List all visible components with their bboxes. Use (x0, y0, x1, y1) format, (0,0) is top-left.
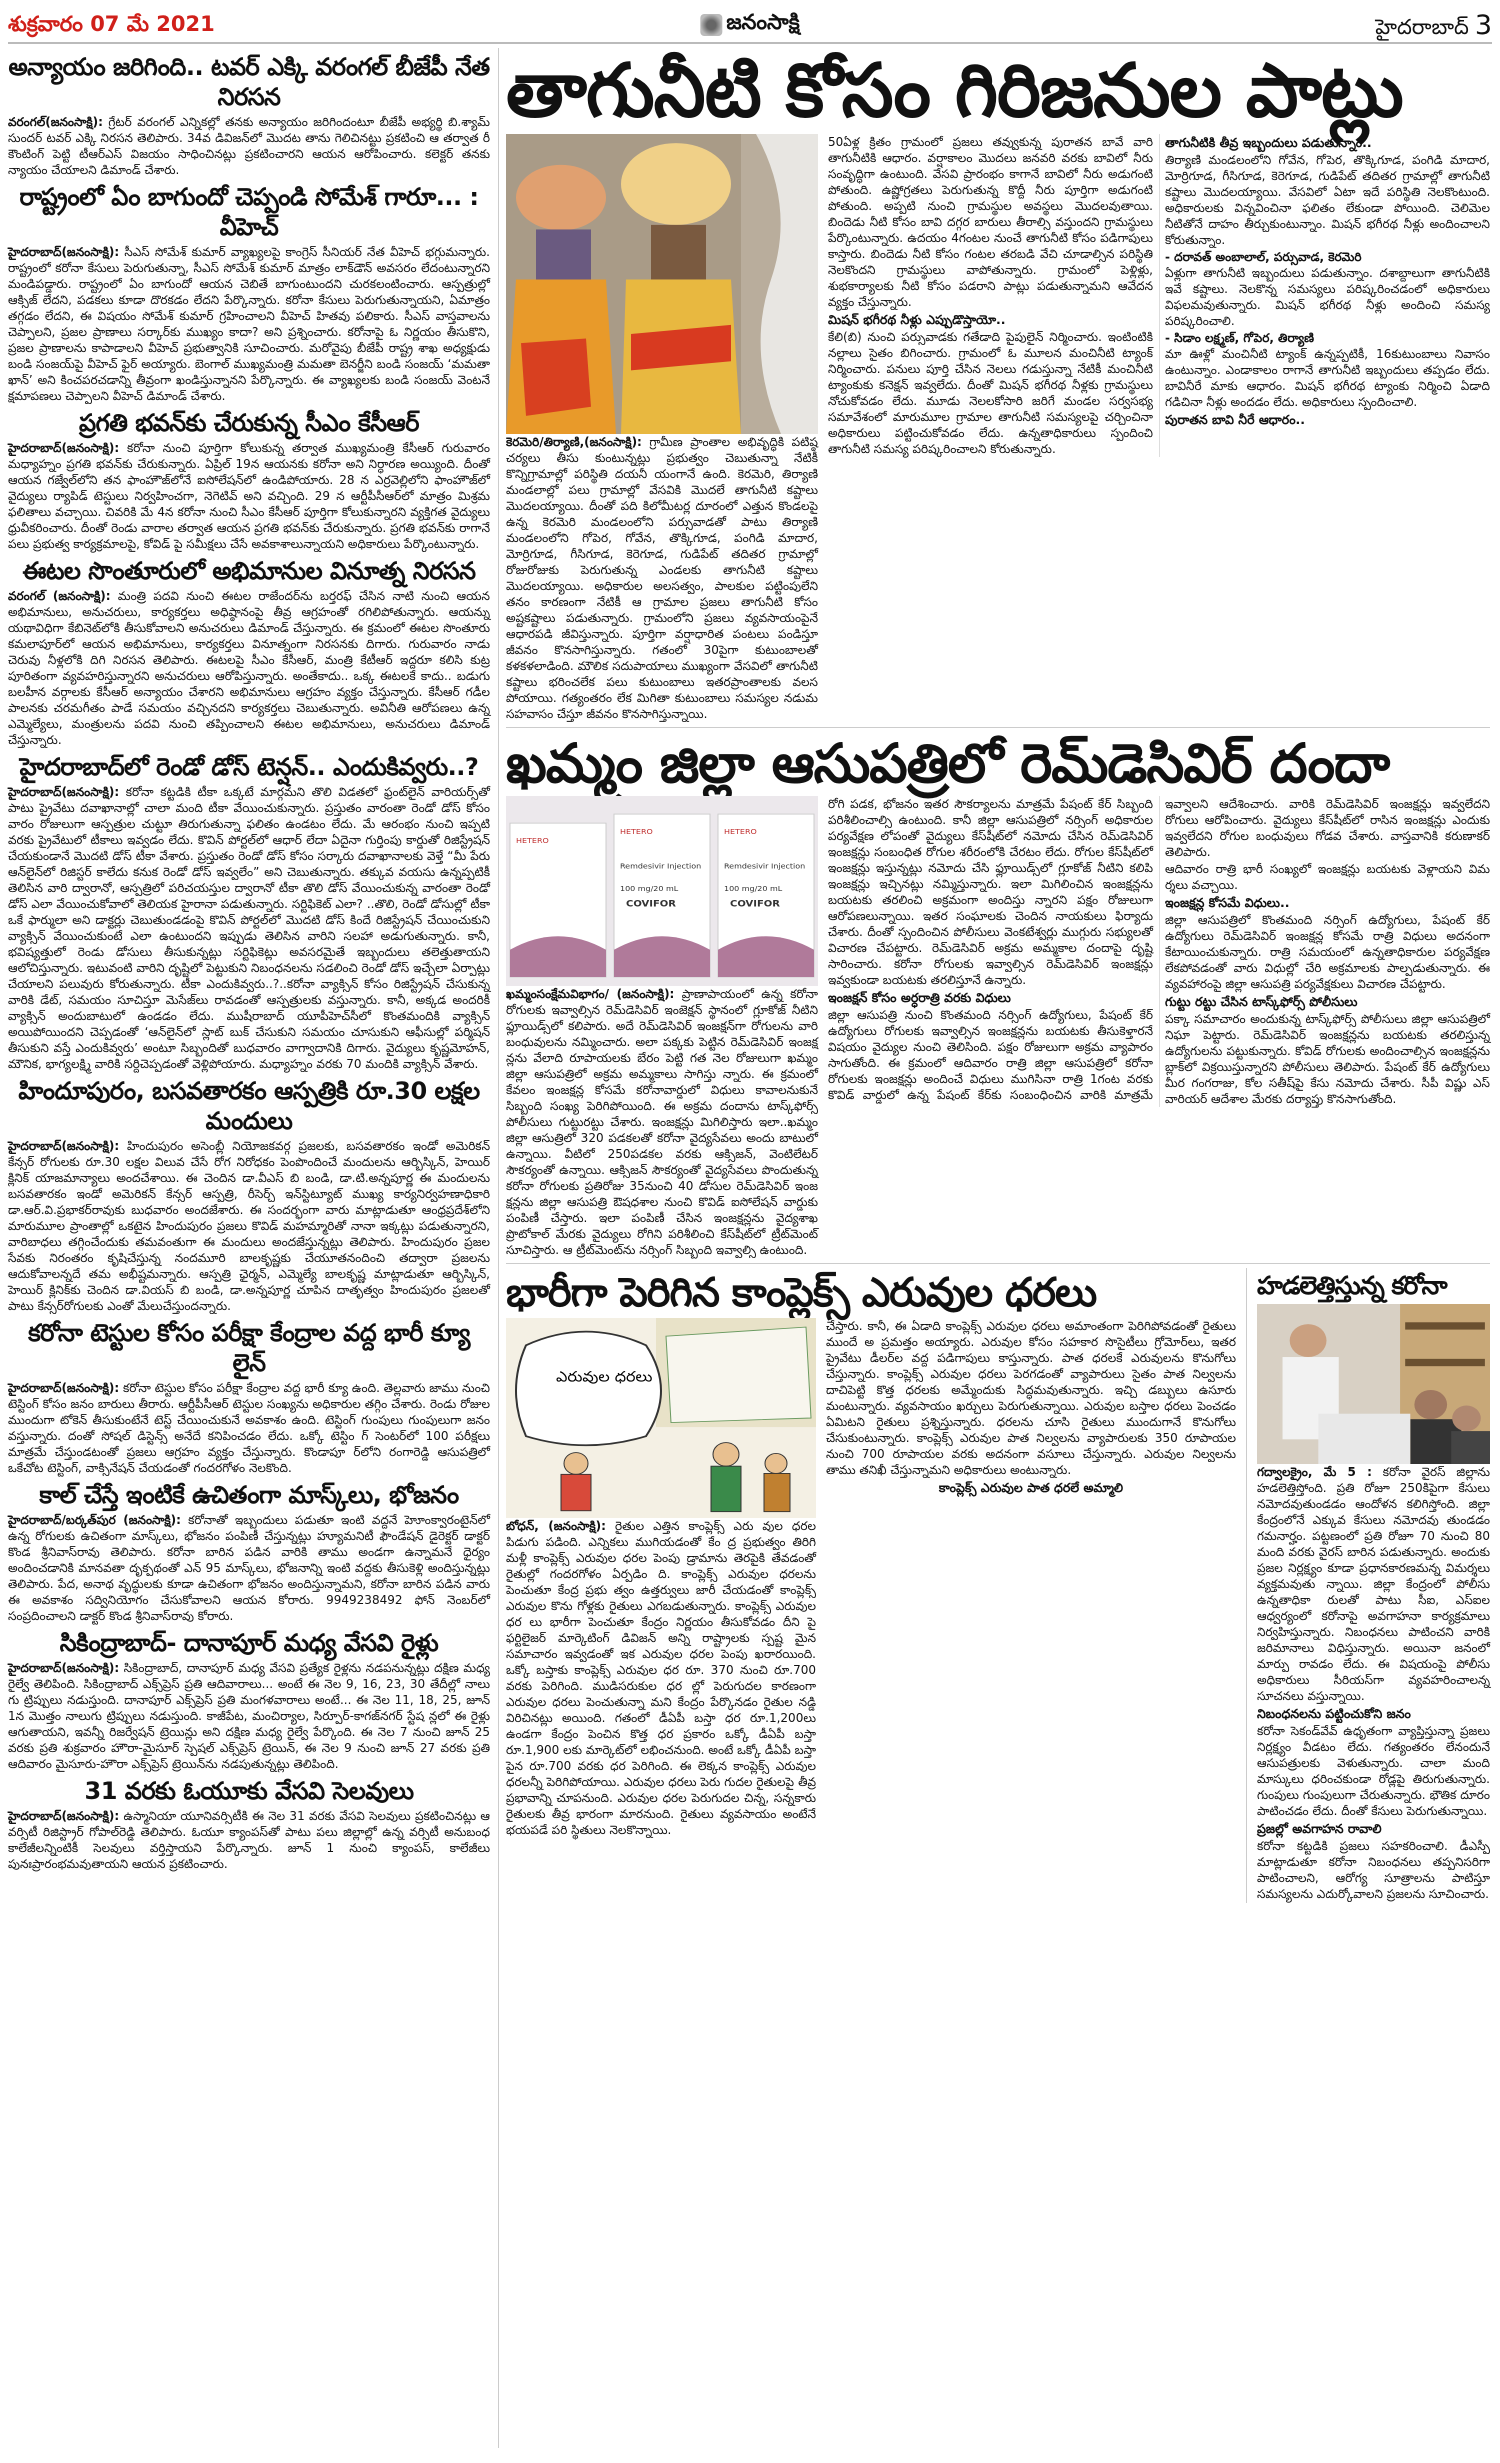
remdesivir-lead-text (506, 986, 818, 1258)
box-name-label: COVIFOR (730, 898, 780, 910)
article-body: ప్రాణాపాయంలో ఉన్న కరోనా రోగులకు ఇవ్వాల్సిన రెమ్‌డెసివిర్ ఇంజెక్షన్ స్థానంలో గ్లూకోజ్ నీటిని ఫ్లూయిడ్స్‌లో కలిపారు. అదే రెమ్‌డెసివిర్ ఇంజక్షన్‌గా రోగులను వారి బంధువులను నమ్మించారు. అలా పక్కకు పెట్టిన రెమ్‌డెసివిర్ ఇంజక్ష న్లను వేలాది రూపాయలకు బేరం పెట్టి గత నెల రోజులుగా ఖమ్మం జిల్లా ఆసుపత్రిలో అక్రమ అమ్మకాలు సాగిస్తు న్నారు. ఈ క్రమంలో కేవలం ఇంజక్షన్ల కోసమే కరోనావార్డులో విధులు కావాలనుకునే సిబ్బంది సంఖ్య పెరిగిపోయింది. ఈ అక్రమ దందాను టాస్క్‌ఫోర్స్ పోలీసులు గుట్టురట్టు చేశారు. ఇంజక్షన్లు మిగిలిస్తారు ఇలా..ఖమ్మం జిల్లా ఆసుత్రిలో 320 పడకలతో కరోనా వైద్యసేవలు అందు బాటులో ఉన్నాయి. వీటిలో 250పడకల వరకు ఆక్సిజన్, వెంటిలేటర్ సౌకర్యంతో ఉన్నాయి. ఆక్సిజన్ సౌకర్యంతో వైద్యసేవలు పొందుతున్న కరోనా రోగులకు ప్రతిరోజు 35నుంచి 40 డోసుల రెమ్‌డెసివిర్ ఇంజ క్షన్లను జిల్లా ఆసుపత్రి ఔషధశాల నుంచి కొవిడ్ ఐసోలేషన్ వార్డుకు పంపిణీ చేస్తారు. ఇలా పంపిణీ చేసిన ఇంజక్షన్లను వైద్యశాఖ ప్రొటోకాల్ మేరకు వైద్యులు రోగిని పరిశీలించి కేస్‌షీట్‌లో ట్రీట్‌మెంట్ సూచిస్తారు. ఆ ట్రీట్‌మెంట్‌ను నర్సింగ్ సిబ్బంది ఇవ్వాల్సి ఉంటుంది. (506, 987, 818, 1257)
corona-text (1257, 1464, 1490, 1902)
article-body: 50ఏళ్ల క్రితం గ్రామంలో ప్రజలు తవ్వుకున్న పురాతన బావే వారి తాగునీటికి ఆధారం. వర్షాకాలం మొదలు జనవరి వరకు బావిలో నీరు సంవృద్ధిగా ఉంటుంది. వేసవి ప్రారంభం కాగానే బావిలో నీరు అడుగంటి పోతుంది. ఉష్ణోగ్రతలు పెరుగుతున్న కొద్దీ నీరు పూర్తిగా అడుగంటి పోతుంది. అప్పటి నుంచి గ్రామస్థుల అవస్థలు మొదలవుతాయి. బిందెడు నీటి కోసం బావి దగ్గర బారులు తీరాల్సి వస్తుందని గ్రామస్థులు పేర్కొంటున్నారు. ఉదయం 4గంటల నుంచే తాగునీటి కోసం పడిగాపులు కాస్తారు. బిందెడు నీటి కోసం గంటల తరబడి వేచి చూడాల్సిన పరిస్థితి నెలకొందని గ్రామస్థులు వాపోతున్నారు. గ్రామంలో పెళ్లిళ్లు, శుభకార్యాలకు నీటి కోసం పడరాని పాట్లు పడుతున్నామని ఆవేదన వ్యక్తం చేస్తున్నారు. (828, 135, 1153, 309)
remdesivir-columns (828, 796, 1490, 1107)
corona-checkpoint-photo (1257, 1304, 1490, 1464)
article-body: ఆదివారం రాత్రి భారీ సంఖ్యలో ఇంజక్షన్లు బయటకు వెళ్లాయని విమ ర్శలు వచ్చాయి. (1165, 862, 1490, 892)
article-body: గ్రేటర్ వరంగల్ ఎన్నికల్లో తనకు అన్యాయం జరిగిందంటూ బీజేపీ అభ్యర్థి బి.శ్యామ్ సుందర్ టవర్ ఎక్కి నిరసన తెలిపారు. 34వ డివిజన్‌లో మొదట తాను గెలిచినట్టు ప్రకటించి ఆ తర్వాత రీ కౌంటింగ్ పెట్టి టీఆర్ఎస్ విజయం సాధించినట్లు ప్రకటించారని ఆయన ఆరోపించారు. కలెక్టర్ తనకు న్యాయం చేయాలని డిమాండ్ చేశారు. (8, 115, 490, 177)
news-article (8, 182, 490, 404)
article-body: కరోనా టెస్టుల కోసం పరీక్షా కేంద్రాల వద్ద భారీ క్యూ ఉంది. తెల్లవారు జాము నుంచి టెస్టింగ్ కోసం జనం బారులు తీరారు. ఆర్టీపీసీఆర్ టెస్టుల సంఖ్యను అధికారుల తగ్గిం చేశారు. రెండు రోజుల ముందుగా టోకెన్ తీసుకుంటేనే టెస్ట్ చేయించుకునే అవకాశం ఉంది. టెస్టింగ్ గుంపులు గుంపులుగా జనం వస్తున్నారు. దంతో సోషల్ డిస్టెన్స్ అనేదే కనిపించడం లేదు. ఒక్కో టెస్టిం గ్ సెంటర్‌లో 100 పరీక్షలు మాత్రమే చేస్తుండటంతో ప్రజలు ఆగ్రహం వ్యక్తం చేస్తున్నారు. కొండాపూ ర్‌లోని రంగారెడ్డి ఆసుపత్రిలో ఒకేచోట టెస్టింగ్, వాక్సినేషన్ చేయడంతో గందరగోళం నెలకొంది. (8, 1381, 490, 1475)
article-body: కరోనాతో ఇబ్బందులు పడుతూ ఇంటి వద్దనే హెూంక్వారంటైన్‌లో ఉన్న రోగులకు ఉచితంగా మాస్క్‌లు, భోజనం పంపిణీ చేస్తున్నట్లు హ్యూమనిటీ ఫౌండేషన్ డైరెక్టర్ డాక్టర్ కొండ శ్రీనివాస్‌రావు తెలిపారు. కరోనా బారిన పడిన వారికి తాము అండగా ఉన్నామనే ధైర్యం అందించడానికి మానవతా దృక్పథంతో ఎన్ 95 మాస్క్‌లు, భోజనాన్ని ఇంటి వద్దకు తీసుకెళ్లి అందిస్తున్నట్లు తెలిపారు. పేద, అనాథ వృద్ధులకు కూడా ఉచితంగా భోజనం అందిస్తున్నామని, కరోనా బారిన పడిన వారు ఈ అవకాశం సద్వినియోగం చేసుకోవాలని ఆయన కోరారు. 9949238492 ఫోన్ నెంబర్‌లో సంప్రదించాలని డాక్టర్ కొండ శ్రీనివాస్‌రావు కోరారు. (8, 1513, 490, 1623)
article-headline: సికింద్రాబాద్- దానాపూర్ మధ్య వేసవి రైళ్లు (59, 1629, 439, 1657)
article-text (8, 114, 490, 178)
section-divider (506, 727, 1490, 728)
article-body: తిర్యాణి మండలంలోని గోవేన, గోపెర, తొక్కిగూడ, పంగిడి మాదార, మోర్రిగూడ, గీసిగూడ, కెరెగూడ, గుడిపేట్ తదితర గ్రామాల్లో తాగునీటి కష్టాలు మొదలయ్యాయి. వేసవిలో ఏటా ఇదే పరిస్థితి నెలకొంటుంది. అధికారులకు విన్నవించినా ఫలితం లేకుండా పోయింది. చెలిమెల నీటితోనే దాహం తీర్చుకుంటున్నాం. మిషన్ భగీరథ నీళ్లు అందించాలని కోరుతున్నాం. (1165, 153, 1490, 247)
logo-text: జనంసాక్షి (726, 10, 800, 34)
news-article (8, 1318, 490, 1476)
article-body: కరోనా కట్టడికి టీకా ఒక్కటే మార్గమని తొలి విడతలో ఫ్రంట్‌లైన్ వారియర్స్‌తో పాటు ప్రైవేటు దవాఖానాల్లో చాలా మంది టీకా వేయించుకున్నారు. ప్రస్తుతం వారంతా రెండో డోస్ కోసం వారం రోజులుగా ఆస్పత్రుల చుట్టూ తిరుగుతున్నా ఫలితం ఉండటం లేదు. మే ఆరంభం నుంచి ఇప్పటి వరకు ప్రైవేటులో టీకాలు ఇవ్వడం లేదు. కొవిన్ పోర్టల్‌లో ఆధార్ లేదా ఏదైనా గుర్తింపు కార్డుతో రిజిస్ట్రేషన్ చేయకుండానే మొదటి డోస్ టీకా వేశారు. ప్రస్తుతం రెండో డోస్ కోసం సర్కారు దవాఖానాలకు వెళ్తే “మీ పేరు ఆన్‌లైన్‌లో రిజిస్టర్ కాలేదు కనుక రెండో డోస్ ఇవ్వలేం” అని చెబుతున్నారు. తక్కువ వయసు ఉన్నప్పటికీ తెలిసిన వారి ద్వారానో, ఆస్పత్రిలో పరిచయస్తుల ద్వారానో టీకా తొలి డోస్ వేయించుకున్న వారంతా రెండో డోస్ ఎలా వేయించుకోవాలో తెలియక హైరానా పడుతున్నారు. సర్టిఫికెట్ ఎలా? ..తొలి, రెండో డోసుల్లో టీకా ఒకే ఫార్ములా అని డాక్టర్లు చెబుతుండడంపై కొవిన్ పోర్టల్‌లో మొదటి డోస్ కిందే రిజిస్ట్రేషన్ చేయించుకుని వ్యాక్సిన్ వేయించుకుంటే ఎలా ఉంటుందని ఇప్పుడు తెలిసిన వారిని సలహా అడుగుతున్నారు. కానీ, భవిష్యత్తులో రెండు డోసులు తీసుకున్నట్లు సర్టిఫికెట్లు అవసరమైతే ఇబ్బందులు తలెత్తుతాయని ఆలోచిస్తున్నారు. ఇటువంటి వారిని దృష్టిలో పెట్టుకుని నిబంధనలను సడలించి రెండో డోస్ ఇచ్చేలా ఏర్పాట్లు చేయాలని పలువురు కోరుతున్నారు. టీకా ఎందుకివ్వరు..?..కరోనా వ్యాక్సిన్ కోసం రిజిస్ట్రేషన్ చేసుకున్న వారికి డేట్, సమయం సూచిస్తూ మెసేజ్‌లు రావడంతో ఆస్పత్రులకు వస్తున్నారు. కానీ, అక్కడ అందరికీ వ్యాక్సిన్ అందుబాటులో ఉండడం లేదు. ముషీరాబాద్ యూపీహెచ్‌సీలో కొంతమందికి వ్యాక్సిన్ అయిపోయిందని చెప్పడంతో ‘ఆన్‌లైన్‌లో స్లాట్ బుక్ చేసుకుని సమయం చూసుకుని ఆఫీసుల్లో పర్మిషన్ తీసుకుని వస్తే ఎందుకివ్వరు’ అంటూ సిబ్బందితో బుధవారం వాగ్వాదానికి దిగారు. వైద్యులు కృష్ణమోహన్, మౌనిక, భాగ్యలక్ష్మి వారికి సర్దిచెప్పడంతో వెళ్లిపోయారు. మధ్యాహ్నం వరకు 70 మందికి వ్యాక్సిన్ వేశారు. (8, 785, 490, 1071)
news-article (8, 52, 490, 178)
article-headline: రాష్ట్రంలో ఏం బాగుందో చెప్పండి సోమేశ్ గారూ... : వీహెచ్ (19, 183, 479, 241)
lead-headline: తాగునీటి కోసం గిరిజనుల పాట్లు (506, 48, 1403, 134)
dateline: గద్వాలక్రైం, మే 5 : (1257, 1465, 1372, 1479)
quote-attribution: - సిడాం లక్ష్మణ్, గోపెర, తిర్యాణి (1165, 331, 1315, 345)
page-number: 3 (1474, 10, 1492, 41)
article-body: చేస్తారు. కానీ, ఈ ఏడాది కాంప్లెక్స్ ఎరువుల ధరలు అమాంతంగా పెరిగిపోవడంతో రైతులు ముందే అ ప్రమత్తం అయ్యారు. ఎరువుల కోసం సహకార సొసైటీలు గ్రోమోర్‌లు, ఇతర ప్రైవేటు డీలర్‌ల వద్ద పడిగాపులు కాస్తున్నారు. పాత ధరలకే ఎరువులను కొనుగోలు చేస్తున్నారు. కాంప్లెక్స్ ఎరువుల ధరలు పెరగడంతో వ్యాపారులు సైతం పాత నిల్వలను దాచిపెట్టి కొత్త ధరలకు అమ్మేందుకు సిద్ధమవుతున్నారు. ఇచ్చి డబ్బులు ఉసూరు మంటున్నారు. వ్యవసాయం ఖర్చులు పెరుగుతున్నాయి. ఎరువుల బస్తాల ధరలు పెంచడం ఏమిటని రైతులు ప్రశ్నిస్తున్నారు. ధరలను చూసి రైతులు ముందుగానే కొనుగోలు చేసుకుంటున్నారు. కాంప్లెక్స్ ఎరువుల పాత నిల్వలను వ్యాపారులకు 350 రూపాయల నుంచి 700 రూపాయల వరకు అదనంగా వసూలు చేస్తున్నారు. ఎరువుల నిల్వలను తాము తనిఖీ చేస్తున్నామని అధికారులు అంటున్నారు. (826, 1319, 1236, 1477)
news-article (8, 752, 490, 1072)
article-headline: హిందూపురం, బసవతారకం ఆస్పత్రికి రూ.30 లక్షల మందులు (18, 1077, 480, 1135)
water-story-left (506, 134, 818, 723)
newspaper-logo (700, 10, 799, 40)
cartoon-sack-label: ఎరువుల ధరలు (556, 1368, 653, 1386)
dateline: హైదరాబాద్(జనంసాక్షి): (8, 441, 120, 455)
article-body: మా ఊళ్లో మంచినీటి ట్యాంక్ ఉన్నప్పటికీ, 16కుటుంబాలు నివాసం ఉంటున్నాం. ఎండాకాలం రాగానే తాగునీటి ఇబ్బందులు తప్పడం లేదు. బావినీరే మాకు ఆధారం. మిషన్ భగీరథ ట్యాంకు నిర్మించి ఏడాది గడిచినా నీళ్లు అందడం లేదు. అధికారులు స్పందించాలి. (1165, 347, 1490, 409)
box-dose-label: 100 mg/20 mL (724, 884, 783, 893)
subheading: తాగునీటికి తీవ్ర ఇబ్బందులు పడుతున్నాం.. (1165, 135, 1372, 150)
article-headline: ఈటల సొంతూరులో అభిమానుల వినూత్న నిరసన (22, 557, 476, 585)
dateline: ఖమ్మంసంక్షేమవిభాగం/ (జనంసాక్షి): (506, 987, 675, 1001)
article-body: జిల్లా ఆసుపత్రి నుంచి కొంతమంది నర్సింగ్ ఉద్యోగులు, పేషంట్ కేర్ ఉద్యోగులు రోగులకు ఇవ్వాల్సిన ఇంజక్షన్లను బయటకు తీసుకెళ్తారనే విషయం వైద్యుల నుంచి తెలిసింది. పక్షం రోజులుగా అక్రమ వ్యాపారం సాగుతోంది. ఈ క్రమంలో ఆదివారం రాత్రి జిల్లా ఆసుపత్రిలో కరోనా రోగులకు ఇంజక్షన్లు అందించే విధులు ముగిసినా రాత్రి 1గంట వరకు కొవిడ్ వార్డులో ఉన్న పేషంట్ కేర్‌కు సంబంధించిన వారికి మాత్రమే ఇవ్వాలని ఆదేశించారు. వారికి రెమ్‌డెసివిర్ ఇంజక్షన్లు ఇవ్వలేదని రోగులు ఆరోపించారు. వైద్యులు కేస్‌షీట్‌లో రాసిన ఇంజక్షన్లు ఎందుకు ఇవ్వలేదని రోగుల బంధువులు గోడవ చేశారు. వాస్తవానికి కరుణాకర్ తెలిపారు. (828, 797, 1490, 1102)
article-text (8, 244, 490, 404)
subheading: మిషన్‌ భగీరథ నీళ్లు ఎప్పుడొస్తాయో.. (828, 312, 1006, 327)
article-body: పక్కా సమాచారం అందుకున్న టాస్క్‌ఫోర్స్ పోలీసులు జిల్లా ఆసుపత్రిలో నిఘా పెట్టారు. రెమ్‌డెసివిర్ ఇంజక్షన్లను బయటకు తరలిస్తున్న ఉద్యోగులను పట్టుకున్నారు. కోవిడ్ రోగులకు అందించాల్సిన ఇంజక్షన్లను బ్లాక్‌లో విక్రయిస్తున్నారని పోలీసులు తెలిపారు. పేషంట్ కేర్ ఉద్యోగులు మీర గంగరాజు, కోల సతీష్‌పై కేసు నమోదు చేశారు. సీపీ విష్ణు ఎస్ వారియర్ ఆదేశాల మేరకు దర్యాప్తు కొనసాగుతోంది. (1165, 1012, 1490, 1106)
left-column (8, 48, 490, 1872)
article-text (8, 1512, 490, 1624)
box-drug-label: Remdesivir Injection (724, 861, 806, 871)
news-article (8, 1628, 490, 1772)
masthead (8, 8, 1492, 44)
fertilizer-headline: భారీగా పెరిగిన కాంప్లెక్స్ ఎరువుల ధరలు (506, 1270, 1097, 1316)
article-body: కరోనా నుంచి పూర్తిగా కోలుకున్న తర్వాత ముఖ్యమంత్రి కేసీఆర్ గురువారం మధ్యాహ్నం ప్రగతి భవన్‌కు చేరుకున్నారు. ఏప్రిల్ 19న ఆయనకు కరోనా అని నిర్ధారణ అయ్యింది. దీంతో ఆయన గజ్వేల్‌లోని తన ఫాంహౌజ్‌లోనే ఐసోలేషన్‌లో ఉండిపోయారు. 28 న ఎర్రవెల్లిలోని ఫాంహౌజ్‌లో వైద్యులు ర్యాపిడ్ టెస్టులు నిర్వహించగా, నెగెటివ్ అని వచ్చింది. 29 న ఆర్టీపీసీఆర్‌లో మాత్రం మిశ్రమ ఫలితాలు వచ్చాయి. చివరికి మే 4న కరోనా నుంచి సీఎం కేసీఆర్ పూర్తిగా కోలుకున్నారని వ్యక్తిగత వైద్యులు ధ్రువీకరించారు. దీంతో రెండు వారాల తర్వాత ఆయన ప్రగతి భవన్‌కు చేరుకున్నారు. ప్రగతి భవన్‌కు రాగానే పలు ప్రభుత్వ కార్యక్రమాలపై, కోవిడ్ పై సమీక్షలు చేసే అవకాశాలున్నాయని అధికారులు పేర్కొంటున్నారు. (8, 441, 490, 551)
column-divider (1246, 1268, 1247, 1903)
fertilizer-lead-text (506, 1518, 816, 1838)
dateline: వరంగల్(జనంసాక్షి): (8, 115, 103, 129)
article-text (8, 1380, 490, 1476)
dateline: హైదరాబాద్/బర్కత్‌పుర (జనంసాక్షి): (8, 1513, 181, 1527)
water-pots-photo (506, 134, 818, 434)
subheading: నిబంధనలను పట్టించుకోని జనం (1257, 1706, 1411, 1721)
section-divider (506, 1263, 1490, 1264)
issue-date: శుక్రవారం 07 మే 2021 (8, 12, 215, 36)
article-text (8, 1660, 490, 1772)
news-article (8, 408, 490, 552)
remdesivir-headline: ఖమ్మం జిల్లా ఆసుపత్రిలో రెమ్‌డెసివిర్ దందా (506, 732, 1390, 795)
column-divider (498, 48, 499, 2448)
article-body: గ్రామీణ ప్రాంతాల అభివృద్ధికి పటిష్ఠ చర్యలు తీసు కుంటున్నట్లు ప్రభుత్వం చెబుతున్నా నేటికీ కొన్నిగ్రామాల్లో పరిస్థితి దయనీ యంగానే ఉంది. కెరమెరి, తిర్యాణి మండలాల్లో పలు గ్రామాల్లో వేసవికి మొదలే తాగునీటి కష్టాలు మొదలయ్యాయి. దీంతో పది కిలోమీటర్ల దూరంలో ఎత్తున కొండలపై ఉన్న కెరమెరి మండలంలోని పర్సువాడతో పాటు తిర్యాణి మండలంలోని గోపెర, గోవేన, తొక్కిగూడ, పంగిడి మాదార, మోర్రిగూడ, గీసిగూడ, కెరెగూడ, గుడిపేట్ తదితర గ్రామాల్లో రోజురోజుకు పెరుగుతున్న ఎండలకు తాగునీటి కష్టాలు మొదలయ్యాయి. అధికారుల అలసత్వం, పాలకుల పట్టింపులేని తనం కారణంగా నేటికీ ఆ గ్రామాల ప్రజలు తాగునీటి కోసం అష్టకష్టాలు పడుతున్నారు. గ్రామంలోని ప్రజలు వ్యవసాయంపైనే ఆధారపడి జీవిస్తున్నారు. పూర్తిగా వర్షాధారిత పంటలు పండిస్తూ జీవనం కొనసాగిస్తున్నారు. గతంలో 30పైగా కుటుంబాలతో కళకళలాడింది. మౌలిక సదుపాయాలు ముఖ్యంగా వేసవిలో తాగునీటి కష్టాలు భరించలేక పలు కుటుంబాలు ఇతరప్రాంతాలకు వలస పోయాయి. గత్యంతరం లేక మిగితా కుటుంబాలు సమస్యల నడుమ సహవాసం చేస్తూ జీవనం కొనసాగిస్తున్నాయి. (506, 435, 818, 721)
article-body: కరోనా సెకండ్‌వేవ్ ఉధృతంగా వ్యాప్తిస్తున్నా ప్రజలు నిర్లక్ష్యం వీడటం లేదు. గత్యంతరం లేనందునే ఆసుపత్రులకు వెళుతున్నారు. చాలా మంది మాస్కులు ధరించకుండా రోడ్లపై తిరుగుతున్నారు. గుంపులు గుంపులుగా చేరుతున్నారు. భౌతిక దూరం పాటించడం లేదు. దీంతో కేసులు పెరుగుతున్నాయి. (1257, 1724, 1490, 1818)
article-headline: హైదరాబాద్‌లో రెండో డోస్ టెన్షన్.. ఎందుకివ్వరు..? (19, 753, 479, 781)
edition-name: హైదరాబాద్ (1375, 15, 1469, 39)
dateline: హైదరాబాద్(జనంసాక్షి): (8, 785, 120, 799)
dateline: హైదరాబాద్(జనంసాక్షి): (8, 1381, 120, 1395)
subheading: పురాతన బావి నీరే ఆధారం.. (1165, 412, 1306, 427)
article-headline: కాల్ చేస్తే ఇంటికే ఉచితంగా మాస్క్‌లు, భోజనం (39, 1481, 459, 1509)
article-text (8, 588, 490, 748)
article-body: కేలి(బి) నుంచి పర్సువాడకు గతేడాది పైపులైన్ నిర్మించారు. ఇంటింటికి నల్లాలు సైతం బిగించారు. గ్రామంలో ఓ మూలన మంచినీటి ట్యాంక్ నిర్మించారు. పనులు పూర్తి చేసిన నెలలు గడుస్తున్నా నేటికీ మంచినీటి ట్యాంకుకు కనెక్షన్ ఇవ్వలేదు. దీంతో మిషన్ భగీరథ నీళ్లకు గ్రామస్థులు నోచుకోవడం లేదు. మూడు నెలలకోసారి జరిగే మండల సర్వసభ్య సమావేశంలో మారుమూల గ్రామాల తాగునీటి సమస్యలపై చర్చించినా అధికారులు పట్టించుకోవడం లేదు. ఉన్నతాధికారులు స్పందించి తాగునీటి సమస్య పరిష్కరించాలని కోరుతున్నారు. (828, 330, 1153, 456)
article-body: మంత్రి పదవి నుంచి ఈటల రాజేందర్‌ను బర్తరఫ్ చేసిన నాటి నుంచి ఆయన అభిమానులు, అనుచరులు, కార్యకర్తలు అధిష్ఠానంపై తీవ్ర ఆగ్రహంతో రగిలిపోతున్నారు. ఆయన్ను యథావిధిగా కేబినెట్‌లోకి తీసుకోవాలని అనుచరులు డిమాండ్ చేస్తున్నారు. ఈ క్రమంలో ఈటల సొంతూరు కమలాపూర్‌లో ఆయన అభిమానులు, కార్యకర్తలు వినూత్నంగా నిరసనకు దిగారు. గురువారం నాడు చెరువు నీళ్లలోకి దిగి నిరసన తెలిపారు. ఈటలపై సీఎం కేసీఆర్, మంత్రి కేటీఆర్ ఇద్దరూ కలిసి కుట్ర పూరితంగా వ్యవహరిస్తున్నారని అనుచరులు ఆరోపిస్తున్నారు. అంతేకాదు.. ఒక్క ఈటలకే కాదు.. బడుగు బలహీన వర్గాలకు కేసీఆర్ అన్యాయం చేశారని అభిమానులు ఆగ్రహం వ్యక్తం చేస్తున్నారు. కేసీఆర్ గడీల పాలనకు చరమగీతం పాడే సమయం వచ్చినదని కార్యకర్తలు చెబుతున్నారు. అవినీతి ఆరోపణలు ఉన్న ఎమ్మెల్యేలు, మంత్రులను పదవి నుంచి తప్పించాలని ఈటల అభిమానులు, అనుచరులు డిమాండ్ చేస్తున్నారు. (8, 589, 490, 747)
box-brand-label: HETERO (516, 836, 549, 845)
article-body: ఉస్మానియా యూనివర్సిటీకి ఈ నెల 31 వరకు వేసవి సెలవులు ప్రకటించినట్లు ఆ వర్సిటీ రిజిస్ట్రార్ గోపాల్‌రెడ్డి తెలిపారు. ఓయూ క్యాంపస్‌తో పాటు పలు జిల్లాల్లో ఉన్న వర్సిటీ అనుబంధ కాలేజీలన్నింటికీ సెలవులు వర్తిస్తాయని పేర్కొన్నారు. జూన్ 1 నుంచి క్యాంపస్, కాలేజీలు పునఃప్రారంభమవుతాయని ఆయన ప్రకటించారు. (8, 1809, 490, 1871)
news-article (8, 1480, 490, 1624)
article-body: సికింద్రాబాద్, దానాపూర్ మధ్య వేసవి ప్రత్యేక రైళ్లను నడపనున్నట్లు దక్షిణ మధ్య రైల్వే తెలిపింది. సికింద్రాబాద్ ఎక్స్‌ప్రెస్ ప్రతి ఆదివారాలు... అంటే ఈ నెల 9, 16, 23, 30 తేదీల్లో నాలు గు ట్రిప్పులు నడుస్తుంది. దానాపూర్ ఎక్స్‌ప్రెస్ ప్రతి మంగళవారాలు అంటే... ఈ నెల 11, 18, 25, జూన్ 1న మొత్తం నాలుగు ట్రిప్పులు నడుస్తుంది. కాజీపేట, మంచిర్యాల, సిర్పూర్-కాగజ్‌నగర్ స్టేష న్లలో ఈ రైళ్లు ఆగుతాయని, ఇవన్నీ రిజర్వేషన్ ట్రెయిన్లు అని దక్షిణ మధ్య రైల్వే పేర్కొంది. ఈ నెల 7 నుంచి జూన్ 25 వరకు ప్రతి శుక్రవారం హౌరా-మైసూర్ స్పెషల్ ఎక్స్‌ప్రెస్ ట్రెయిన్, ఈ నెల 9 నుంచి జూన్ 27 వరకు ప్రతి ఆదివారం మైసూరు-హౌరా ఎక్స్‌ప్రెస్ ట్రెయిన్‌ను నడపుతున్నట్లు తెలిపింది. (8, 1661, 490, 1771)
article-body: రోగి పడక, భోజనం ఇతర సౌకర్యాలను మాత్రమే పేషంట్ కేర్ సిబ్బంది పరిశీలించాల్సి ఉంటుంది. కానీ జిల్లా ఆసుపత్రిలో నర్సింగ్ అధికారుల పర్యవేక్షణ లోపంతో వైద్యులు కేస్‌షీట్‌లో నమోదు చేసిన రెమ్‌డెసివిర్ ఇంజక్షన్లు సంబంధిత రోగుల శరీరంలోకి చేరటం లేదు. రోగుల కేస్‌షీట్‌లో ఇంజక్షన్లు ఇస్తున్నట్లు నమోదు చేసి ఫ్లూయిడ్స్‌లో గ్లూకోజ్ నీటిని కలిపి ఇంజక్షన్లు ఇచ్చినట్లు నమ్మిస్తున్నారు. ఇలా మిగిలించిన ఇంజక్షన్లను బయటకు తరలించి అక్రమంగా అందిస్తు న్నారని పక్షం రోజులుగా ఆరోపణలున్నాయి. ఇతర సంఘాలకు చెందిన నాయకులు ఫిర్యాదు చేశారు. దీంతో స్పందించిన పోలీసులు వెంకటేశ్వర్లు ముగ్గురు సభ్యులతో విచారణ చేపట్టారు. రెమ్‌డెసివిర్ అక్రమ అమ్మకాల దందాపై దృష్టి సారించారు. కరోనా రోగులకు ఇవ్వాల్సిన రెమ్‌డెసివిర్ ఇంజక్షన్లు ఇవ్వకుండా బయటకు తరలిస్తూనే ఉన్నారు. (828, 797, 1153, 987)
water-story-lead-text (506, 434, 818, 722)
box-dose-label: 100 mg/20 mL (620, 884, 679, 893)
corona-story (1257, 1268, 1490, 1903)
subheading: కాంప్లెక్స్ ఎరువుల పాత ధరలే అమ్మాలి (938, 1480, 1124, 1495)
remdesivir-vials-photo (506, 796, 818, 986)
article-body: జిల్లా ఆసుపత్రిలో కొంతమంది నర్సింగ్ ఉద్యోగులు, పేషంట్ కేర్ ఉద్యోగులు రెమ్‌డెసివిర్ ఇంజక్షన్ల కోసమే రాత్రి విధులు అదనంగా కేటాయించుకున్నారు. రాత్రి సమయంలో ఉన్నతాధికారుల పర్యవేక్షణ లేకపోవడంతో వారు విధుల్లో చేరి అక్రమాలకు పాల్పడుతున్నారు. ఈ వ్యవహారంపై జిల్లా ఆసుపత్రి పర్యవేక్షకులు విచారణ చేపట్టారు. (1165, 913, 1490, 991)
subheading: గుట్టు రట్టు చేసిన టాస్క్‌ఫోర్స్ పోలీసులు (1165, 994, 1358, 1009)
edition-label (1375, 10, 1492, 45)
article-headline: కరోనా టెస్టుల కోసం పరీక్షా కేంద్రాల వద్ద భారీ క్యూ లైన్ (28, 1319, 470, 1377)
box-drug-label: Remdesivir Injection (620, 861, 702, 871)
article-body: రైతుల ఎత్తిన కాంప్లెక్స్ ఎరు వుల ధరల పిడుగు పడింది. ఎన్నికలు ముగియడంతో కేం ద్ర ప్రభుత్వం తిరిగి మళ్లీ కాంప్లెక్స్ ఎరువుల ధరల పెంపు డ్రామాను తెరపైకి తేవడంతో రైతుల్లో గందరగోళం ఏర్పడిం ది. కాంప్లెక్స్ ఎరువుల ధరలను పెంచుతూ కేంద్ర ప్రభు త్వం ఉత్తర్వులు జారీ చేయడంతో కాంప్లెక్స్ ఎరువుల కొను గోళ్లకు రైతులు ఎగబడుతున్నారు. కాంప్లెక్స్ ఎరువుల ధర లు భారీగా పెంచుతూ కేంద్రం నిర్ణయం తీసుకోవడం దీని పై ఫర్టిలైజర్ మార్కెటింగ్ డివిజన్ అన్ని రాష్ట్రాలకు స్పష్ట మైన సమాచారం ఇవ్వడంతో ఇక ఎరువుల ధరల పెంపు ఖరారయింది. ఒక్కో బస్తాకు కాంప్లెక్స్ ఎరువుల ధర రూ. 370 నుంచి రూ.700 వరకు పెరిగింది. ముడిసరుకుల ధర ల్లో పెరుగుదల కారణంగా ఎరువుల ధరలు పెంచుతున్నా మని కేంద్రం పేర్కొనడం రైతుల నడ్డి విరిచినట్లు అయింది. గతంలో డీఏపీ బస్తా ధర రూ.1,200లు ఉండగా కేంద్రం పెంచిన కొత్త ధర ప్రకారం ఒక్కో డీఏపీ బస్తా రూ.1,900 లకు మార్కెట్‌లో లభించనుంది. అంటే ఒక్కో డీఏపీ బస్తా పైన రూ.700 వరకు ధర పెరిగింది. ఈ లెక్కన కాంప్లెక్స్ ఎరువుల ధరలన్నీ పెరిగిపోయాయి. ఎరువుల ధరలు పెరు గుదల రైతులపై తీవ్ర ప్రభావాన్ని చూపనుంది. ఎరువుల ధరల పెరుగుదల చిన్న, సన్నకారు రైతులకు తీవ్ర భారంగా మారనుంది. రైతులు వ్యవసాయం అంటేనే భయపడే పరి స్థితులు నెలకొన్నాయి. (506, 1519, 816, 1837)
article-text (8, 440, 490, 552)
article-body: ఏళ్లుగా తాగునీటి ఇబ్బందులు పడుతున్నాం. దశాబ్దాలుగా తాగునీటికి ఇవే కష్టాలు. నెలకొన్న సమస్యలు పరిష్కరించడంలో అధికారులు విఫలమవుతున్నారు. మిషన్ భగీరథ నీళ్లు అందించి సమస్య పరిష్కరించాలి. (1165, 266, 1490, 328)
dateline: హైదరాబాద్(జనంసాక్షి): (8, 1661, 120, 1675)
dateline: వరంగల్ (జనంసాక్షి): (8, 589, 111, 603)
news-article (8, 1776, 490, 1872)
main-area (506, 48, 1490, 1903)
box-brand-label: HETERO (724, 827, 757, 836)
article-body: కరోనా వైరస్ జిల్లాను హడలెత్తిస్తోంది. ప్రతి రోజూ 250కిపైగా కేసులు నమోదవుతుండడం ఆందోళన కలిగిస్తోంది. జిల్లా కేంద్రంలోనే ఎక్కువ కేసులు నమోదవు తుండడం గమనార్హం. పట్టణంలో ప్రతి రోజూ 70 నుంచి 80 మంది వరకు వైరస్ బారిన పడుతున్నారు. అందుకు ప్రజల నిర్లక్ష్యం కూడా ప్రధానకారణమన్న విమర్శలు వ్యక్తమవుతు న్నాయి. జిల్లా కేంద్రంలో పోలీసు ఉన్నతాధికా రులతో పాటు సీఐ, ఎస్ఐల ఆధ్వర్యంలో కరోనాపై అవగాహనా కార్యక్రమాలు నిర్వహిస్తున్నారు. నిబంధనలు పాటించని వారికి జరిమానాలు విధిస్తున్నారు. అయినా జనంలో మార్పు రావడం లేదు. ఈ విషయంపై పోలీసు అధికారులు సీరియస్‌గా వ్యవహరించాలన్న సూచనలు వస్తున్నాయి. (1257, 1465, 1490, 1703)
box-name-label: COVIFOR (626, 898, 676, 910)
article-body: హిందుపురం అసెంబ్లీ నియోజకవర్గ ప్రజలకు, బసవతారకం ఇండో అమెరికన్ కేన్సర్ రోగులకు రూ.30 లక్షల విలువ చేసే రోగ నిరోధకం పెంపొందించే మందులను ఆర్బిస్కిన్, హెయిర్ క్లినిక్ యాజమాన్యాలు అందచేశాయి. ఈ చెందిన డా.వీఎస్ బి బండి, డా.టి.అన్నపూర్ణ ఈ మందులను బసవతారకం ఇండో అమెరికన్ కేన్సర్ ఆస్పత్రి, రీసెర్చ్ ఇన్‌స్టిట్యూట్ ముఖ్య కార్యనిర్వహణాధికారి డా.ఆర్.వి.ప్రభాకర్‌రావుకు బుధవారం అందజేశారు. ఈ సందర్భంగా వారు మాట్లాడుతూ ఆంధ్రప్రదేశ్‌లోని మారుమూల ప్రాంతాల్లో ఒకటైన హిందుపురం ప్రజలు కొవిడ్ మహమ్మారితో నానా ఇక్కట్లు పడుతున్నారని, వారిబాధలు తగ్గించేందుకు తమవంతుగా ఈ మందులు అందజేస్తున్నట్లు తెలిపారు. హిందుపురం ప్రజల సేవకు నిరంతరం కృషిచేస్తున్న నందమూరి బాలకృష్ణకు చేయూతనందించి తద్వారా ప్రజలను ఆదుకోవాలన్నదే తమ అభీష్టమన్నారు. ఆస్పత్రి ఛైర్మన్, ఎమ్మెల్యే బాలకృష్ణ మాట్లాడుతూ ఆర్బిస్కిన్, హెయిర్ క్లినిక్‌కు చెందిన డా.వియస్ బి బండి, డా.అన్నపూర్ణ చూపిన దాతృత్వం హిందుపురం ప్రజలతో పాటు కేన్సర్‌రోగులకు ఎంతో మేలుచేస్తుందన్నారు. (8, 1139, 490, 1313)
subheading: ప్రజల్లో అవగాహన రావాలి (1257, 1821, 1382, 1836)
dateline: కెరమెరి/తిర్యాణి,(జనంసాక్షి): (506, 435, 642, 449)
dateline: హైదరాబాద్(జనంసాక్షి): (8, 1809, 120, 1823)
article-headline: 31 వరకు ఓయూకు వేసవి సెలవులు (84, 1777, 414, 1805)
article-body: కరోనా కట్టడికి ప్రజలు సహకరించాలి. డీఎస్పీ మాట్లాడుతూ కరోనా నిబంధనలు తప్పనిసరిగా పాటించాలని, ఆరోగ్య సూత్రాలను పాటిస్తూ సమస్యలను ఎదుర్కోవాలని ప్రజలను సూచించారు. (1257, 1839, 1490, 1901)
box-brand-label: HETERO (620, 827, 653, 836)
corona-headline: హడలెత్తిస్తున్న కరోనా (1257, 1271, 1447, 1300)
fertilizer-column (826, 1318, 1236, 1497)
fertilizer-story (506, 1268, 1236, 1839)
remdesivir-left (506, 796, 818, 1259)
bottom-stories (506, 1268, 1490, 1903)
quote-attribution: - దరావత్ అంబాలాల్, పర్సువాడ, కెరమెరి (1165, 250, 1362, 264)
dateline: హైదరాబాద్(జనంసాక్షి): (8, 1139, 120, 1153)
subheading: ఇంజక్షన్ కోసం అర్ధరాత్రి వరకు విధులు (828, 990, 1011, 1005)
water-story-columns (828, 134, 1490, 457)
article-body: సీఎస్ సోమేశ్ కుమార్ వ్యాఖ్యలపై కాంగ్రెస్ సీనియర్ నేత వీహెచ్ భగ్గుమన్నారు. రాష్ట్రంలో కరోనా కేసులు పెరుగుతున్నా, సీఎస్ సోమేశ్ కుమార్ మాత్రం లాక్‌డౌన్ అవసరం లేదంటున్నారని మండిపడ్డారు. రాష్ట్రంలో ఏం బాగుందో ఆయన చెబితే బాగుంటుందని చురకలంటించారు. ఆస్పత్రుల్లో ఆక్సిజ్ లేదని, పడకలు కూడా దొరకడం లేదని పేర్కొన్నారు. కరోనా కేసులు పెరుగుతున్నాయని, ఏమాత్రం తగ్గడం లేదని, ఈ విషయం సోమేశ్ కుమార్ గ్రహించాలని వీహెచ్ హితవు పలికారు. సీఎస్ వాస్తవాలను చెప్పాలని, ప్రజల ప్రాణాలు సర్కార్‌కు ముఖ్యం కాదా? అని ప్రశ్నించారు. కరోనాపై ఓ నిర్ణయం తీసుకొని, ప్రజల ప్రాణాలను కాపాడాలని వీహెచ్ ప్రభుత్వానికి సూచించారు. మరోవైపు బీజేపీ రాష్ట్ర శాఖ అధ్యక్షుడు బండి సంజయ్‌పై వీహెచ్ ఫైర్ అయ్యారు. బెంగాల్ ముఖ్యమంత్రి మమతా బెనర్జీని బండి సంజయ్ ‘మమతా ఖాన్’ అని కించపరచడాన్ని తీవ్రంగా ఖండిస్తున్నానని పేర్కొన్నారు. ఈ వ్యాఖ్యలకు బండి సంజయ్ వెంటనే క్షమాపణలు చెప్పాలని వీహెచ్ డిమాండ్ చేశారు. (8, 245, 490, 403)
fertilizer-cartoon (506, 1318, 816, 1518)
news-article (8, 1076, 490, 1314)
news-article (8, 556, 490, 748)
fertilizer-left (506, 1318, 816, 1839)
article-text (8, 1808, 490, 1872)
remdesivir-story (506, 796, 1490, 1259)
subheading: ఇంజక్షన్ల కోసమే విధులు.. (1165, 895, 1290, 910)
logo-icon (700, 14, 722, 36)
water-story (506, 134, 1490, 723)
article-text (8, 1138, 490, 1314)
dateline: బోధన్, (జనంసాక్షి): (506, 1519, 606, 1533)
dateline: హైదరాబాద్(జనంసాక్షి): (8, 245, 120, 259)
article-headline: ప్రగతి భవన్‌కు చేరుకున్న సీఎం కేసీఆర్ (79, 409, 419, 437)
article-headline: అన్యాయం జరిగింది.. టవర్ ఎక్కి వరంగల్ బీజేపీ నేత నిరసన (8, 53, 490, 111)
article-text (8, 784, 490, 1072)
